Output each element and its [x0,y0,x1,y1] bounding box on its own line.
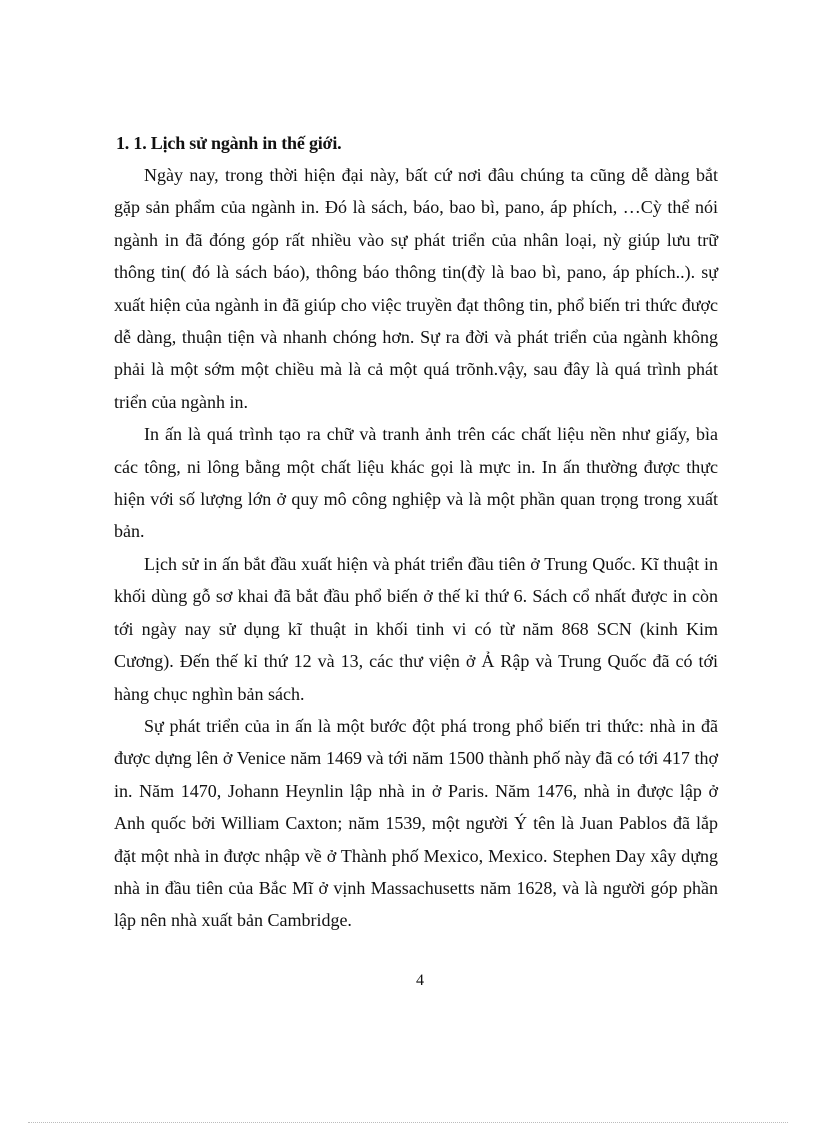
paragraph-definition: In ấn là quá trình tạo ra chữ và tranh ảnh trên các chất liệu nền như giấy, bìa các tông, ni lông bằng một chất liệu khác gọi là mực in. In ấn thường được thực hiện với số lượng lớn ở quy mô công nghiệp và là một phần quan trọng trong xuất bản. [114,424,718,542]
paragraph-introduction: Ngày nay, trong thời hiện đại này, bất cứ nơi đâu chúng ta cũng dễ dàng bắt gặp sản phẩm của ngành in. Đó là sách, báo, bao bì, pano, áp phích, …Cỳ thể nói ngành in đã đóng góp rất nhiều vào sự phát triển của nhân loại, nỳ giúp lưu trữ thông tin( đó là sách báo), thông báo thông tin(đỳ là bao bì, pano, áp phích..). sự xuất hiện của ngành in đã giúp cho việc truyền đạt thông tin, phổ biến tri thức được dễ dàng, thuận tiện và nhanh chóng hơn. Sự ra đời và phát triển của ngành không phải là một sớm một chiều mà là cả một quá trõnh.vậy, sau đây là quá trình phát triển của ngành in. [114,165,718,412]
paragraph-history-europe: Sự phát triển của in ấn là một bước đột phá trong phổ biến tri thức: nhà in đã được dựng lên ở Venice năm 1469 và tới năm 1500 thành phố này đã có tới 417 thợ in. Năm 1470, Johann Heynlin lập nhà in ở Paris. Năm 1476, nhà in được lập ở Anh quốc bởi William Caxton; năm 1539, một người Ý tên là Juan Pablos đã lắp đặt một nhà in được nhập về ở Thành phố Mexico, Mexico. Stephen Day xây dựng nhà in đầu tiên của Bắc Mĩ ở vịnh Massachusetts năm 1628, và là người góp phần lập nên nhà xuất bản Cambridge. [114,715,718,931]
body-text [114,159,718,937]
section-heading: 1. 1. Lịch sử ngành in thế giới. [116,133,342,153]
paragraph-history-china: Lịch sử in ấn bắt đầu xuất hiện và phát triển đầu tiên ở Trung Quốc. Kĩ thuật in khối dùng gỗ sơ khai đã bắt đầu phổ biến ở thế kỉ thứ 6. Sách cổ nhất được in còn tới ngày nay sử dụng kĩ thuật in khối tinh vi có từ năm 868 SCN (kinh Kim Cương). Đến thế kỉ thứ 12 và 13, các thư viện ở Ả Rập và Trung Quốc đã có tới hàng chục nghìn bản sách. [114,553,718,704]
page-number: 4 [416,972,424,989]
